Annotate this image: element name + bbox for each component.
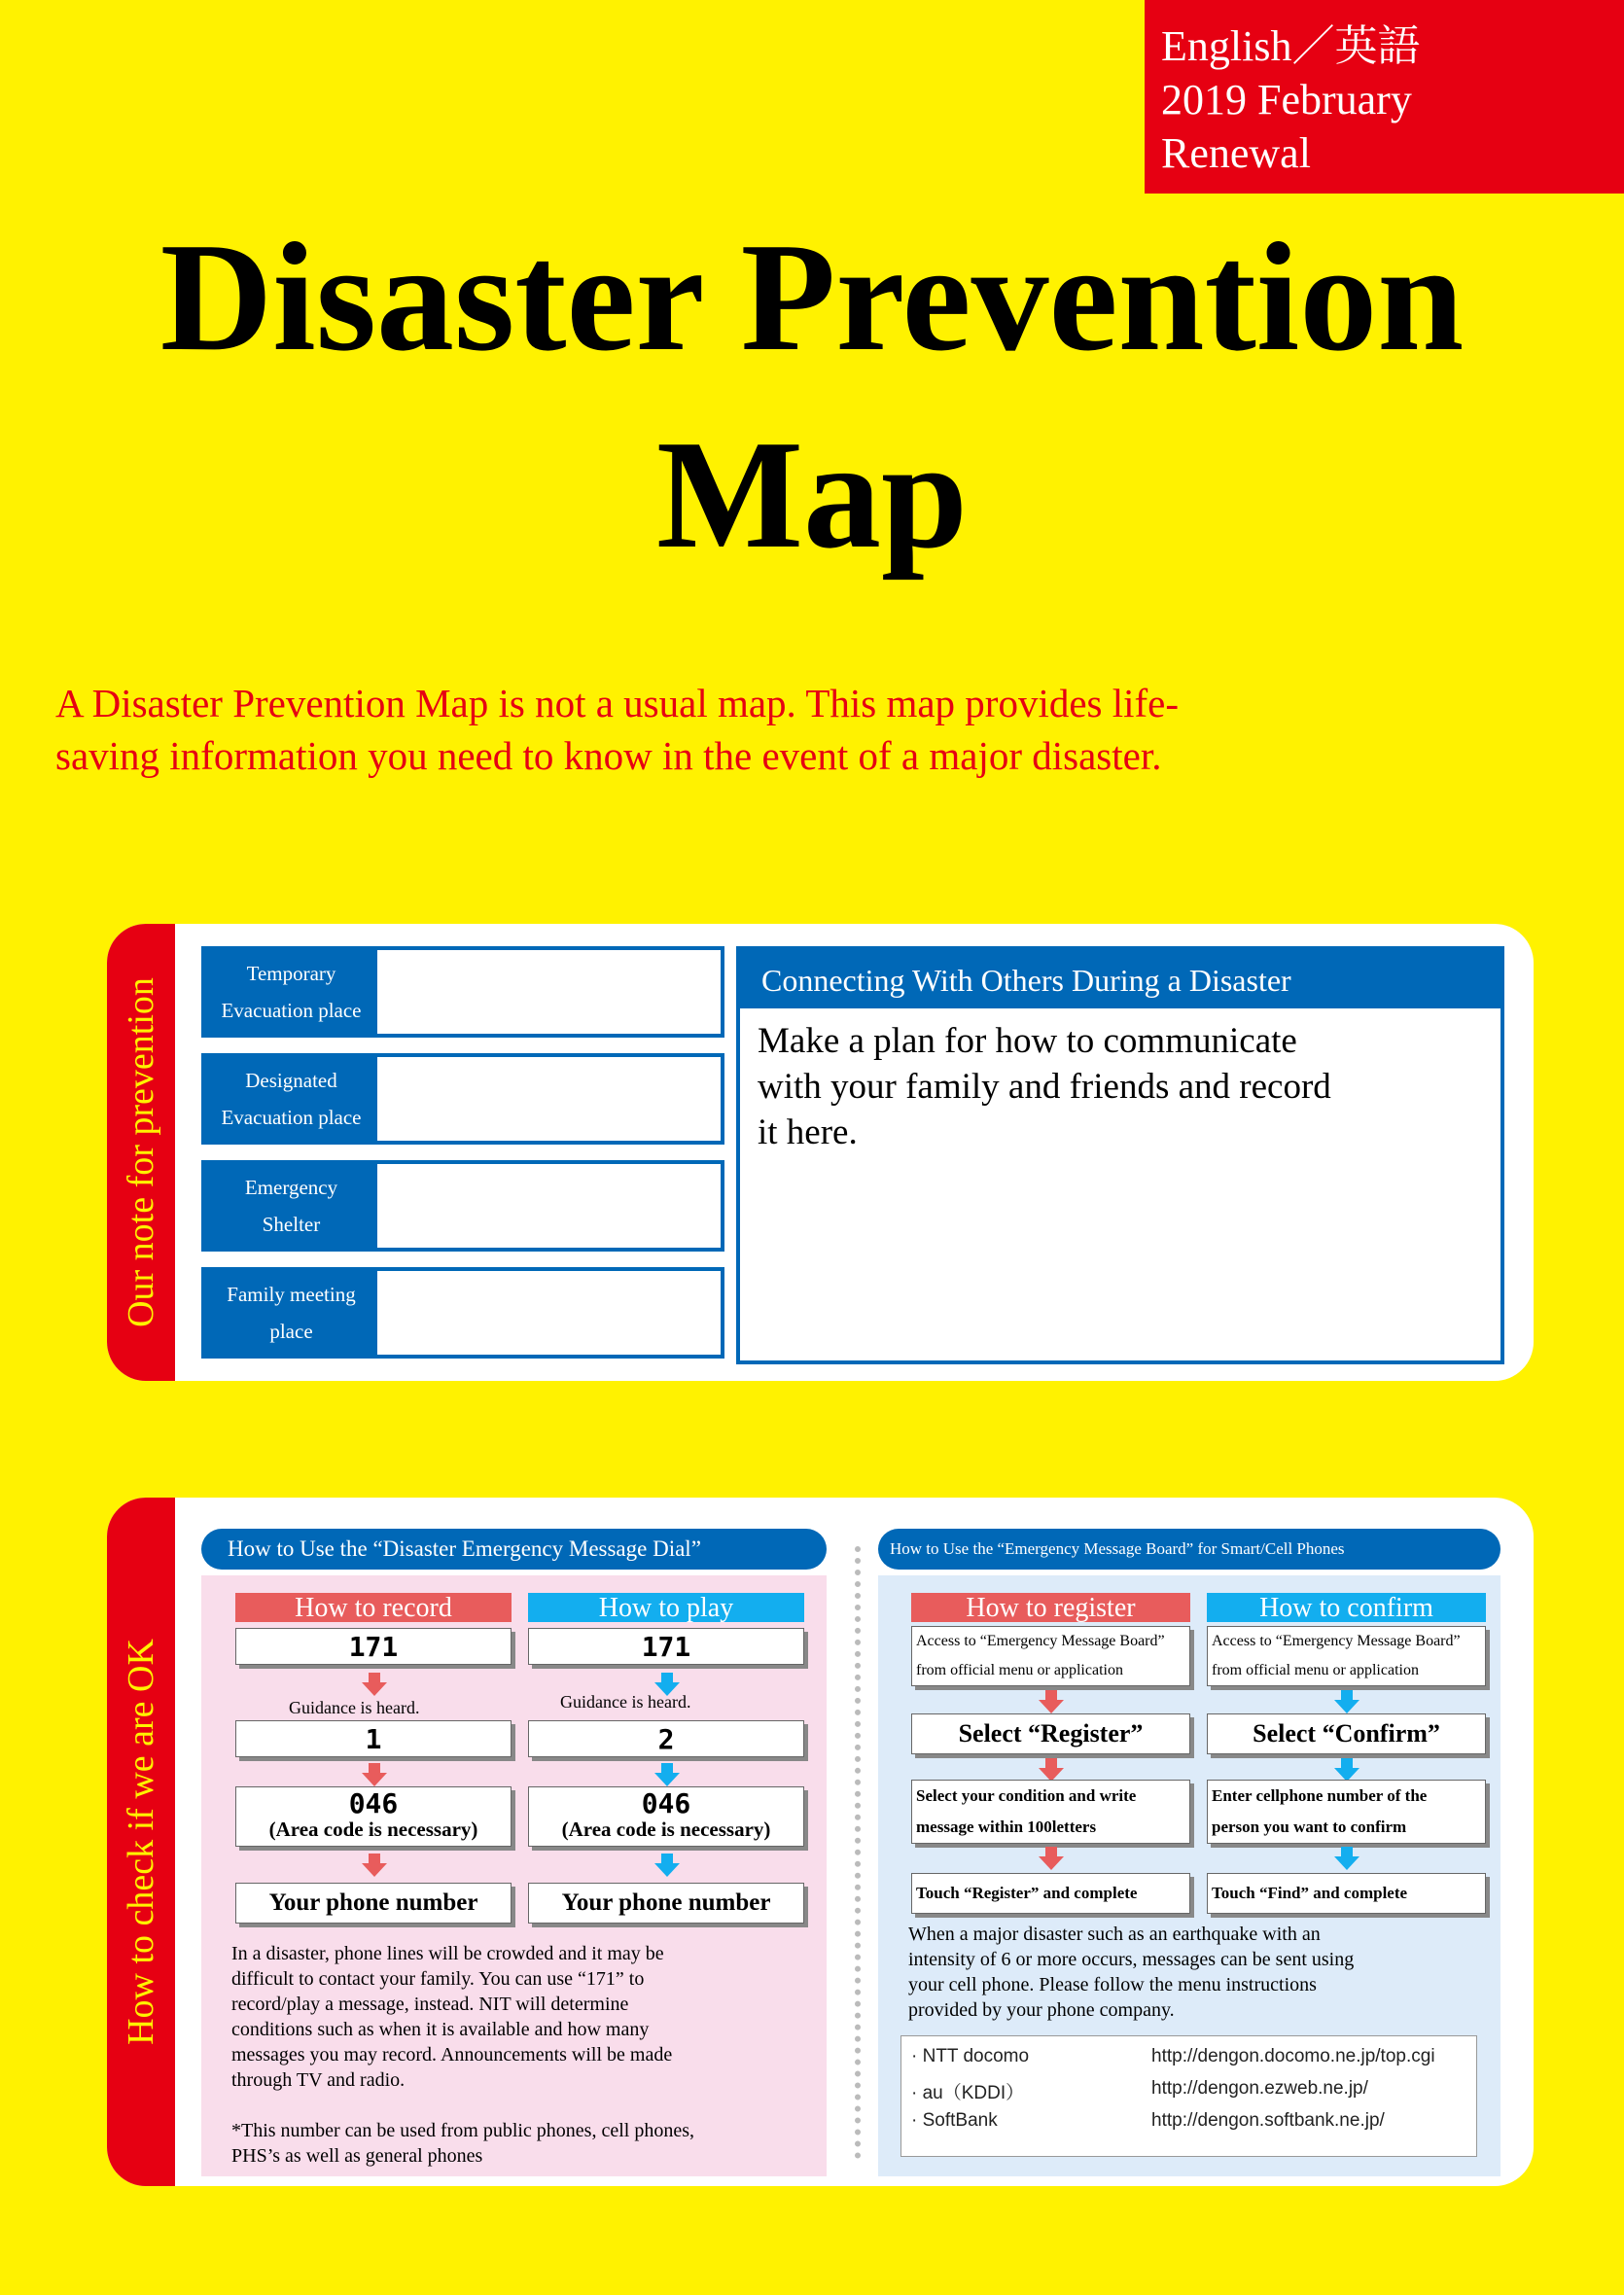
- arrow-down-icon: [654, 1763, 680, 1786]
- carrier-row: · au（KDDI） http://dengon.ezweb.ne.jp/: [911, 2078, 1368, 2103]
- row-label: Designated Evacuation place: [205, 1057, 377, 1141]
- record-step-area-code: 046 (Area code is necessary): [235, 1786, 512, 1847]
- carrier-link[interactable]: http://dengon.softbank.ne.jp/: [1151, 2110, 1385, 2131]
- arrow-down-icon: [1039, 1690, 1064, 1713]
- board-heading: How to Use the “Emergency Message Board” for Smart/Cell Phones: [878, 1529, 1500, 1570]
- dial-explanation: In a disaster, phone lines will be crowded and it may be difficult to contact your family. You can use “171” to record/play a message, instead. NIT will determine conditions such as when it is available and how many messages you may record. Announcements will be made through TV and radio. *This number can be used from public phones, cell phones, PHS’s as well as general phones: [231, 1943, 694, 2167]
- record-step-171: 171: [235, 1628, 512, 1665]
- row-label: Emergency Shelter: [205, 1164, 377, 1248]
- arrow-down-icon: [1039, 1758, 1064, 1782]
- arrow-down-icon: [654, 1854, 680, 1877]
- play-step-2: 2: [528, 1720, 804, 1757]
- record-guidance-note: Guidance is heard.: [289, 1698, 420, 1717]
- check-side-label: How to check if we are OK: [121, 1639, 161, 2045]
- badge-language: English／英語: [1161, 22, 1421, 70]
- intro-text: [55, 677, 1572, 782]
- arrow-down-icon: [362, 1854, 387, 1877]
- connecting-box[interactable]: [736, 946, 1504, 1364]
- intro-line2: saving information you need to know in the event of a major disaster.: [55, 733, 1162, 778]
- prevention-side-label: Our note for prevention: [121, 977, 161, 1327]
- arrow-down-icon: [1334, 1847, 1359, 1870]
- row-label: Temporary Evacuation place: [205, 950, 377, 1034]
- arrow-down-icon: [1334, 1758, 1359, 1782]
- row-label: Family meeting place: [205, 1271, 377, 1355]
- register-step-write: Select your condition and write message within 100letters: [911, 1780, 1190, 1844]
- row-designated-evacuation[interactable]: [201, 1053, 724, 1145]
- how-to-register-title: How to register: [911, 1593, 1190, 1622]
- arrow-down-icon: [1334, 1690, 1359, 1713]
- language-badge: [1145, 0, 1624, 194]
- arrow-down-icon: [362, 1763, 387, 1786]
- intro-line1: A Disaster Prevention Map is not a usual map. This map provides life-: [55, 681, 1180, 725]
- arrow-down-icon: [362, 1673, 387, 1696]
- row-family-meeting[interactable]: [201, 1267, 724, 1359]
- play-step-phone: Your phone number: [528, 1883, 804, 1924]
- page-title-line2: Map: [656, 407, 968, 581]
- page-title-line1: Disaster Prevention: [159, 210, 1465, 383]
- confirm-step-enter: Enter cellphone number of the person you want to confirm: [1207, 1780, 1486, 1844]
- connecting-heading: Connecting With Others During a Disaster: [740, 950, 1500, 1008]
- carrier-row: · NTT docomo http://dengon.docomo.ne.jp/top.cgi: [911, 2046, 1435, 2066]
- how-to-confirm-title: How to confirm: [1207, 1593, 1486, 1622]
- play-step-171: 171: [528, 1628, 804, 1665]
- row-emergency-shelter[interactable]: [201, 1160, 724, 1252]
- how-to-play-title: How to play: [528, 1593, 804, 1622]
- register-step-access: Access to “Emergency Message Board” from official menu or application: [911, 1626, 1190, 1686]
- arrow-down-icon: [1039, 1847, 1064, 1870]
- confirm-step-select: Select “Confirm”: [1207, 1713, 1486, 1754]
- board-explanation: When a major disaster such as an earthquake with an intensity of 6 or more occurs, messages can be sent using your cell phone. Please follow the menu instructions provided by your phone company.: [908, 1924, 1355, 2021]
- play-guidance-note: Guidance is heard.: [560, 1692, 691, 1712]
- connecting-body: Make a plan for how to communicate with your family and friends and record it here.: [758, 1021, 1331, 1152]
- record-step-1: 1: [235, 1720, 512, 1757]
- prevention-side-bar: [107, 924, 175, 1381]
- carrier-row: · SoftBank http://dengon.softbank.ne.jp/: [911, 2110, 1385, 2131]
- carrier-list: [900, 2035, 1477, 2157]
- dial-footnote-1: *This number can be used from public phones, cell phones,: [231, 2120, 694, 2141]
- dial-footnote-2: PHS’s as well as general phones: [231, 2145, 483, 2167]
- dotted-divider: [855, 1546, 861, 2159]
- confirm-step-access: Access to “Emergency Message Board” from official menu or application: [1207, 1626, 1486, 1686]
- carrier-link[interactable]: http://dengon.ezweb.ne.jp/: [1151, 2078, 1368, 2099]
- check-ok-panel: [107, 1498, 1534, 2186]
- register-step-complete: Touch “Register” and complete: [911, 1873, 1190, 1914]
- confirm-step-complete: Touch “Find” and complete: [1207, 1873, 1486, 1914]
- prevention-note-panel: [107, 924, 1534, 1381]
- badge-renewal: Renewal: [1161, 129, 1311, 177]
- carrier-link[interactable]: http://dengon.docomo.ne.jp/top.cgi: [1151, 2046, 1435, 2066]
- row-temporary-evacuation[interactable]: [201, 946, 724, 1038]
- badge-date: 2019 February: [1161, 76, 1412, 124]
- check-side-bar: [107, 1498, 175, 2186]
- register-step-select: Select “Register”: [911, 1713, 1190, 1754]
- play-step-area-code: 046 (Area code is necessary): [528, 1786, 804, 1847]
- how-to-record-title: How to record: [235, 1593, 512, 1622]
- dial-heading: How to Use the “Disaster Emergency Message Dial”: [201, 1529, 827, 1570]
- evacuation-rows: [201, 946, 724, 1374]
- record-step-phone: Your phone number: [235, 1883, 512, 1924]
